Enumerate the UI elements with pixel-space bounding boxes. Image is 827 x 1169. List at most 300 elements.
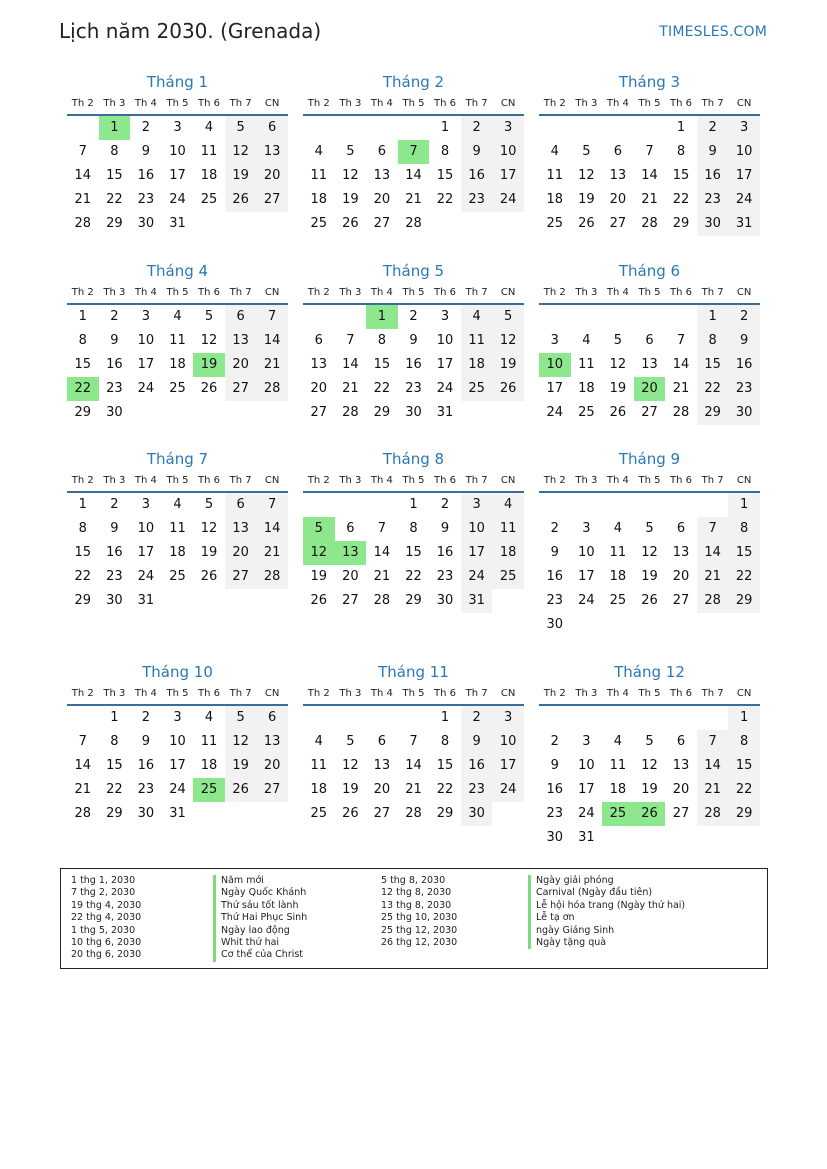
- day-cell: 17: [461, 541, 493, 565]
- day-cell: 29: [106, 806, 123, 821]
- day-cell: 22: [373, 381, 391, 396]
- day-cell: 24: [137, 381, 155, 396]
- day-cell: 9: [461, 730, 493, 754]
- weekday-label: Th 7: [701, 688, 724, 699]
- weekday-label: Th 6: [198, 688, 221, 699]
- day-cell: 5: [645, 734, 654, 749]
- day-cell: 8: [697, 329, 729, 353]
- day-cell: 4: [582, 333, 591, 348]
- day-cell: 6: [613, 144, 623, 159]
- day-cell: 5: [225, 706, 257, 730]
- day-cell: 27: [225, 565, 257, 589]
- day-cell: 25: [200, 192, 218, 207]
- day-cell: 12: [609, 357, 627, 372]
- day-cell: 15: [74, 545, 92, 560]
- weekday-label: Th 6: [670, 475, 693, 486]
- weekday-label: Th 5: [166, 475, 189, 486]
- weekday-label: Th 3: [575, 475, 598, 486]
- day-cell-holiday: 5: [303, 517, 335, 541]
- day-cell: 18: [310, 192, 328, 207]
- day-cell: 6: [346, 521, 355, 536]
- day-cell-holiday: 12: [303, 541, 335, 565]
- day-cell: 16: [546, 569, 564, 584]
- day-cell: 30: [405, 405, 422, 420]
- day-cell: 10: [137, 521, 155, 536]
- day-cell: 12: [641, 545, 658, 560]
- day-cell: 26: [342, 806, 359, 821]
- day-cell: 8: [728, 730, 760, 754]
- day-cell: 19: [225, 754, 257, 778]
- day-empty: [634, 706, 666, 730]
- day-cell: 28: [697, 589, 729, 613]
- day-cell: 30: [106, 593, 123, 608]
- day-cell: 8: [440, 734, 450, 749]
- weekday-label: Th 4: [370, 287, 393, 298]
- day-grid: [539, 493, 760, 637]
- weekday-label: Th 5: [402, 475, 425, 486]
- day-cell: 11: [492, 517, 524, 541]
- day-cell: 22: [728, 565, 760, 589]
- day-cell: 21: [641, 192, 658, 207]
- day-cell: 18: [609, 782, 627, 797]
- day-cell: 16: [137, 758, 155, 773]
- weekday-label: Th 3: [103, 688, 126, 699]
- day-cell: 31: [169, 216, 186, 231]
- day-cell: 20: [256, 164, 288, 188]
- day-cell: 17: [492, 754, 524, 778]
- weekday-label: Th 7: [229, 475, 252, 486]
- day-cell: 10: [461, 517, 493, 541]
- day-cell: 27: [672, 593, 690, 608]
- day-empty: [303, 706, 335, 730]
- day-empty: [67, 116, 99, 140]
- day-empty: [398, 116, 430, 140]
- day-cell: 13: [225, 329, 257, 353]
- day-cell: 11: [200, 734, 218, 749]
- day-cell: 14: [74, 168, 92, 183]
- day-cell: 26: [225, 188, 257, 212]
- legend-names-col-1: [213, 875, 307, 962]
- day-cell: 16: [728, 353, 760, 377]
- weekday-header: [303, 285, 524, 305]
- day-cell: 17: [578, 782, 595, 797]
- day-cell: 26: [578, 216, 595, 231]
- day-cell: 20: [225, 541, 257, 565]
- weekday-label: Th 2: [543, 287, 566, 298]
- day-cell: 23: [405, 381, 422, 396]
- weekday-header: [67, 96, 288, 116]
- day-cell: 27: [373, 806, 391, 821]
- day-cell: 30: [546, 617, 564, 632]
- weekday-label: Th 7: [465, 688, 488, 699]
- day-cell: 19: [578, 192, 595, 207]
- day-cell: 3: [461, 493, 493, 517]
- day-cell: 13: [256, 140, 288, 164]
- day-cell: 30: [697, 212, 729, 236]
- day-cell: 9: [440, 521, 450, 536]
- day-cell: 3: [173, 710, 182, 725]
- month-9: [539, 449, 760, 637]
- weekday-label: Th 4: [606, 287, 629, 298]
- day-cell: 22: [728, 778, 760, 802]
- weekday-label: Th 4: [134, 475, 157, 486]
- day-empty: [366, 706, 398, 730]
- day-empty: [665, 493, 697, 517]
- weekday-label: Th 4: [370, 475, 393, 486]
- day-cell: 26: [225, 778, 257, 802]
- day-cell: 4: [314, 144, 323, 159]
- day-cell: 21: [256, 353, 288, 377]
- day-cell: 16: [106, 545, 123, 560]
- day-cell: 12: [578, 168, 595, 183]
- weekday-label: Th 7: [465, 98, 488, 109]
- day-cell: 5: [582, 144, 591, 159]
- day-empty: [602, 116, 634, 140]
- weekday-label: Th 4: [606, 475, 629, 486]
- day-cell: 8: [78, 521, 87, 536]
- day-empty: [602, 493, 634, 517]
- legend-holiday-date: 13 thg 8, 2030: [381, 899, 452, 911]
- day-cell: 4: [314, 734, 323, 749]
- day-cell: 3: [582, 734, 591, 749]
- weekday-label: Th 2: [307, 287, 330, 298]
- weekday-label: Th 5: [402, 688, 425, 699]
- day-empty: [539, 706, 571, 730]
- day-cell: 31: [436, 405, 454, 420]
- legend-holiday-date: 1 thg 1, 2030: [71, 875, 136, 886]
- day-cell: 5: [346, 144, 355, 159]
- month-title: Tháng 10: [142, 663, 213, 681]
- weekday-label: Th 3: [103, 475, 126, 486]
- day-cell: 8: [728, 517, 760, 541]
- day-cell: 28: [74, 216, 92, 231]
- weekday-label: Th 6: [670, 287, 693, 298]
- day-cell: 2: [440, 497, 450, 512]
- day-cell: 29: [728, 589, 760, 613]
- day-cell: 14: [74, 758, 92, 773]
- day-cell: 16: [697, 164, 729, 188]
- day-cell: 17: [436, 357, 454, 372]
- day-cell: 13: [310, 357, 328, 372]
- day-cell: 7: [697, 730, 729, 754]
- day-cell: 28: [405, 216, 422, 231]
- day-cell: 19: [310, 569, 328, 584]
- day-empty: [303, 305, 335, 329]
- day-grid: [539, 706, 760, 850]
- day-cell: 24: [137, 569, 155, 584]
- day-cell: 11: [169, 333, 186, 348]
- day-cell: 25: [461, 377, 493, 401]
- legend-holiday-name: ngày Giáng Sinh: [528, 925, 685, 937]
- day-cell: 24: [546, 405, 564, 420]
- day-cell: 10: [492, 730, 524, 754]
- day-cell: 31: [461, 589, 493, 613]
- weekday-label: Th 6: [670, 688, 693, 699]
- day-cell: 16: [461, 164, 493, 188]
- day-cell: 23: [697, 188, 729, 212]
- day-cell: 4: [550, 144, 559, 159]
- legend-holiday-date: 25 thg 12, 2030: [381, 924, 458, 936]
- day-cell: 28: [342, 405, 359, 420]
- day-cell: 14: [672, 357, 690, 372]
- weekday-label: Th 3: [103, 287, 126, 298]
- weekday-label: Th 5: [402, 98, 425, 109]
- day-cell: 8: [676, 144, 686, 159]
- weekday-label: Th 7: [465, 475, 488, 486]
- day-cell: 11: [609, 545, 627, 560]
- day-cell: 4: [204, 120, 214, 135]
- day-cell: 27: [225, 377, 257, 401]
- weekday-header: [539, 96, 760, 116]
- day-cell: 23: [546, 806, 564, 821]
- day-cell: 17: [546, 381, 564, 396]
- weekday-label: Th 6: [198, 287, 221, 298]
- month-8: [303, 449, 524, 613]
- month-1: [67, 72, 288, 236]
- day-cell: 7: [78, 144, 87, 159]
- weekday-label: CN: [264, 475, 280, 486]
- weekday-header: [303, 473, 524, 493]
- day-cell: 6: [314, 333, 323, 348]
- legend-holiday-date: 20 thg 6, 2030: [71, 949, 142, 961]
- day-cell: 3: [440, 309, 450, 324]
- day-cell-holiday: 25: [193, 778, 225, 802]
- day-empty: [697, 706, 729, 730]
- weekday-label: Th 3: [339, 475, 362, 486]
- day-cell: 1: [697, 305, 729, 329]
- day-grid: [67, 305, 288, 425]
- day-cell: 6: [225, 493, 257, 517]
- day-cell: 14: [697, 541, 729, 565]
- day-cell: 29: [74, 405, 92, 420]
- weekday-label: CN: [500, 475, 516, 486]
- weekday-label: Th 5: [166, 98, 189, 109]
- month-2: [303, 72, 524, 236]
- month-3: [539, 72, 760, 236]
- day-cell: 19: [342, 782, 359, 797]
- day-cell: 10: [578, 758, 595, 773]
- weekday-label: Th 5: [638, 287, 661, 298]
- day-cell: 15: [74, 357, 92, 372]
- month-title: Tháng 8: [382, 450, 445, 468]
- day-cell: 30: [137, 216, 155, 231]
- weekday-label: Th 7: [229, 98, 252, 109]
- weekday-label: Th 6: [198, 475, 221, 486]
- day-cell: 22: [405, 569, 422, 584]
- day-cell: 24: [436, 381, 454, 396]
- weekday-label: Th 5: [638, 688, 661, 699]
- day-cell: 18: [578, 381, 595, 396]
- day-cell: 26: [641, 593, 658, 608]
- month-5: [303, 261, 524, 425]
- day-cell: 22: [672, 192, 690, 207]
- day-cell: 19: [200, 545, 218, 560]
- day-cell: 7: [256, 305, 288, 329]
- day-cell: 9: [728, 329, 760, 353]
- weekday-label: Th 7: [701, 287, 724, 298]
- weekday-label: CN: [736, 287, 752, 298]
- day-cell: 15: [405, 545, 422, 560]
- weekday-label: Th 6: [434, 287, 457, 298]
- weekday-label: Th 5: [638, 475, 661, 486]
- day-empty: [303, 116, 335, 140]
- day-cell: 27: [672, 806, 690, 821]
- day-cell: 4: [204, 710, 214, 725]
- day-cell: 16: [405, 357, 422, 372]
- month-title: Tháng 6: [618, 262, 681, 280]
- day-cell: 28: [256, 565, 288, 589]
- day-cell: 1: [110, 710, 119, 725]
- day-cell: 25: [310, 216, 328, 231]
- day-cell: 6: [256, 706, 288, 730]
- weekday-label: Th 6: [434, 688, 457, 699]
- weekday-label: CN: [264, 287, 280, 298]
- day-cell: 11: [546, 168, 564, 183]
- day-cell: 28: [641, 216, 658, 231]
- weekday-label: Th 4: [134, 287, 157, 298]
- day-cell: 19: [342, 192, 359, 207]
- day-cell: 16: [106, 357, 123, 372]
- day-cell: 22: [436, 782, 454, 797]
- day-cell: 2: [141, 710, 151, 725]
- day-cell: 29: [74, 593, 92, 608]
- day-cell: 15: [697, 353, 729, 377]
- day-cell: 23: [137, 782, 155, 797]
- weekday-label: Th 3: [339, 98, 362, 109]
- day-cell: 6: [256, 116, 288, 140]
- day-cell: 22: [106, 782, 123, 797]
- day-cell: 7: [256, 493, 288, 517]
- day-cell: 6: [377, 144, 387, 159]
- day-cell: 24: [578, 806, 595, 821]
- day-cell: 2: [461, 706, 493, 730]
- day-cell: 10: [728, 140, 760, 164]
- day-cell: 28: [405, 806, 422, 821]
- day-cell: 30: [137, 806, 155, 821]
- weekday-label: Th 3: [339, 688, 362, 699]
- day-cell: 7: [697, 517, 729, 541]
- day-cell: 31: [137, 593, 155, 608]
- day-cell: 23: [436, 569, 454, 584]
- day-cell: 18: [200, 758, 218, 773]
- day-cell: 15: [672, 168, 690, 183]
- day-cell: 9: [697, 140, 729, 164]
- month-title: Tháng 9: [618, 450, 681, 468]
- day-cell: 28: [697, 802, 729, 826]
- day-cell: 14: [256, 329, 288, 353]
- day-cell: 2: [110, 497, 119, 512]
- day-cell: 6: [676, 734, 686, 749]
- day-empty: [571, 116, 603, 140]
- day-cell: 28: [74, 806, 92, 821]
- day-cell: 22: [106, 192, 123, 207]
- day-cell: 21: [342, 381, 359, 396]
- weekday-label: CN: [264, 98, 280, 109]
- day-cell: 5: [204, 309, 214, 324]
- day-cell: 2: [550, 521, 559, 536]
- day-cell: 25: [609, 593, 627, 608]
- day-grid: [539, 305, 760, 425]
- site-link[interactable]: TIMESLES.COM: [659, 24, 767, 40]
- weekday-label: Th 2: [307, 98, 330, 109]
- day-cell: 13: [672, 545, 690, 560]
- day-cell: 27: [641, 405, 658, 420]
- weekday-label: Th 3: [103, 98, 126, 109]
- legend-holiday-date: 10 thg 6, 2030: [71, 936, 142, 948]
- day-cell: 12: [225, 730, 257, 754]
- day-cell: 8: [440, 144, 450, 159]
- day-cell: 30: [546, 830, 564, 845]
- day-empty: [539, 116, 571, 140]
- month-6: [539, 261, 760, 425]
- day-cell: 4: [492, 493, 524, 517]
- day-cell: 27: [256, 778, 288, 802]
- day-empty: [366, 116, 398, 140]
- month-title: Tháng 4: [146, 262, 209, 280]
- day-cell: 9: [141, 144, 151, 159]
- day-cell: 9: [550, 545, 559, 560]
- day-cell: 14: [697, 754, 729, 778]
- day-cell: 20: [256, 754, 288, 778]
- weekday-label: CN: [736, 98, 752, 109]
- day-cell: 24: [461, 565, 493, 589]
- day-empty: [697, 493, 729, 517]
- day-cell: 26: [200, 569, 218, 584]
- day-empty: [398, 706, 430, 730]
- day-cell: 21: [256, 541, 288, 565]
- day-cell: 25: [492, 565, 524, 589]
- weekday-label: Th 4: [134, 688, 157, 699]
- day-empty: [335, 305, 367, 329]
- day-cell: 20: [310, 381, 328, 396]
- day-cell: 30: [461, 802, 493, 826]
- day-cell: 15: [373, 357, 391, 372]
- day-cell: 4: [173, 309, 182, 324]
- day-cell: 13: [609, 168, 627, 183]
- day-grid: [67, 116, 288, 236]
- weekday-label: Th 4: [606, 98, 629, 109]
- day-cell: 31: [578, 830, 595, 845]
- legend-holiday-date: 26 thg 12, 2030: [381, 936, 458, 948]
- day-cell: 16: [546, 782, 564, 797]
- day-cell: 26: [342, 216, 359, 231]
- day-cell-holiday: 22: [67, 377, 99, 401]
- day-cell: 29: [373, 405, 391, 420]
- day-cell: 27: [373, 216, 391, 231]
- day-cell: 21: [405, 782, 422, 797]
- month-title: Tháng 11: [378, 663, 449, 681]
- day-cell: 9: [461, 140, 493, 164]
- weekday-label: Th 7: [229, 688, 252, 699]
- weekday-label: Th 2: [71, 475, 94, 486]
- day-cell: 29: [728, 802, 760, 826]
- legend-holiday-date: 7 thg 2, 2030: [71, 887, 136, 899]
- weekday-header: [539, 686, 760, 706]
- weekday-label: CN: [500, 688, 516, 699]
- day-cell: 6: [377, 734, 387, 749]
- day-grid: [67, 493, 288, 613]
- day-cell: 25: [546, 216, 564, 231]
- day-cell: 18: [546, 192, 564, 207]
- day-cell: 11: [461, 329, 493, 353]
- day-empty: [571, 706, 603, 730]
- day-cell: 9: [110, 333, 119, 348]
- day-cell: 14: [405, 168, 422, 183]
- day-cell: 25: [578, 405, 595, 420]
- day-cell: 22: [436, 192, 454, 207]
- day-cell-holiday: 26: [634, 802, 666, 826]
- day-cell: 17: [137, 545, 155, 560]
